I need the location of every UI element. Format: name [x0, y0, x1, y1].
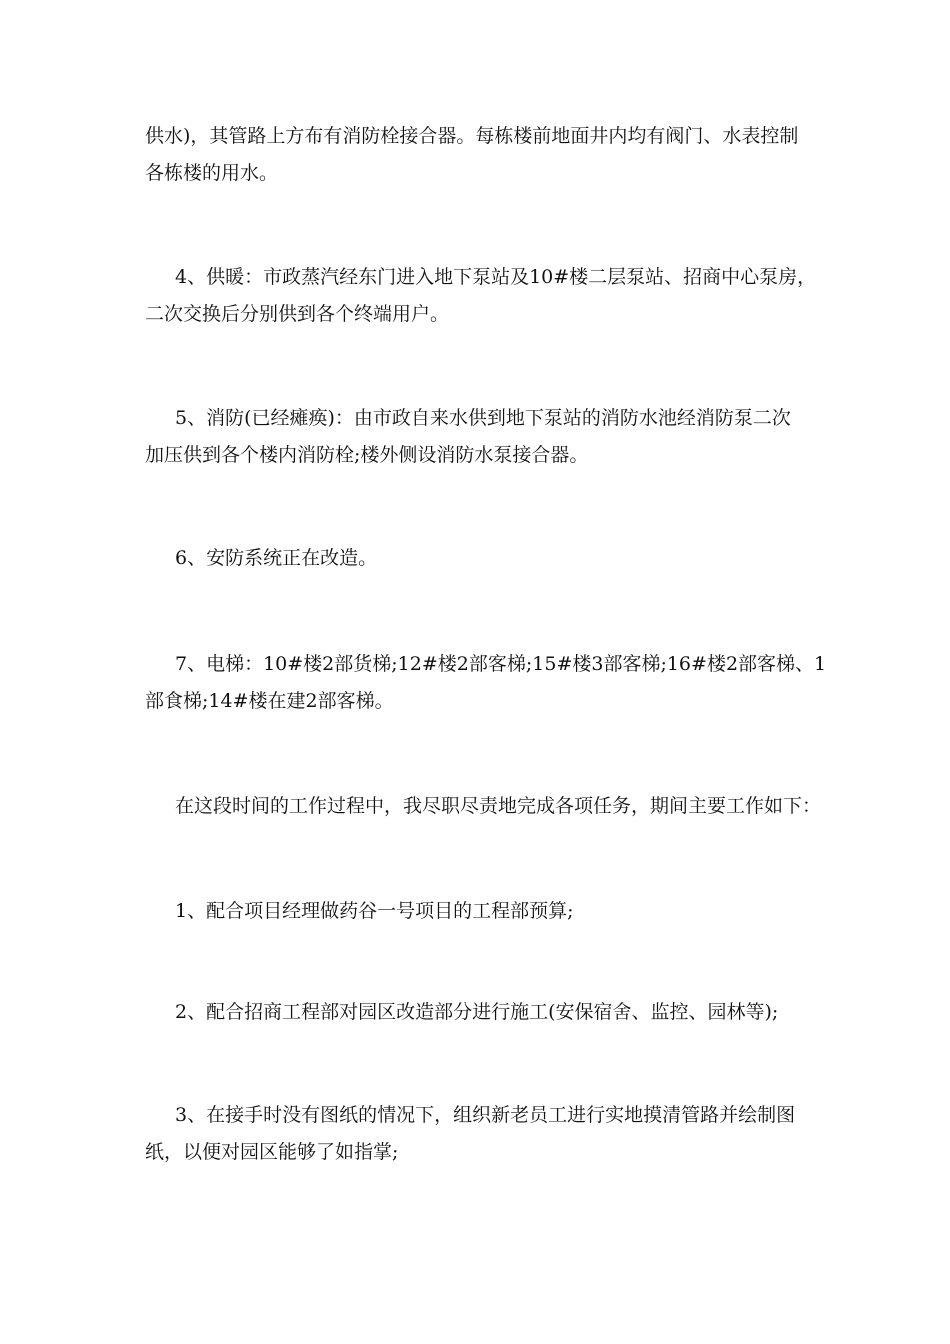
paragraph-line: 5、消防(已经瘫痪)：由市政自来水供到地下泵站的消防水池经消防泵二次	[175, 407, 791, 429]
paragraph-line: 加压供到各个楼内消防栓;楼外侧设消防水泵接合器。	[145, 444, 589, 466]
paragraph-line: 各栋楼的用水。	[145, 162, 279, 184]
paragraph-line: 7、电梯：10#楼2部货梯;12#楼2部客梯;15#楼3部客梯;16#楼2部客梯、1	[175, 653, 827, 675]
paragraph-line: 供水)，其管路上方布有消防栓接合器。每栋楼前地面井内均有阀门、水表控制	[145, 125, 799, 147]
paragraph-line: 4、供暖：市政蒸汽经东门进入地下泵站及10#楼二层泵站、招商中心泵房，	[175, 266, 817, 288]
paragraph-elevators	[145, 646, 827, 720]
paragraph-line: 2、配合招商工程部对园区改造部分进行施工(安保宿舍、监控、园林等);	[175, 1001, 779, 1023]
paragraph-work-intro	[145, 788, 822, 825]
paragraph-line: 部食梯;14#楼在建2部客梯。	[145, 690, 394, 712]
paragraph-line: 1、配合项目经理做药谷一号项目的工程部预算;	[175, 900, 574, 922]
paragraph-work-item-1	[145, 893, 815, 930]
paragraph-water-supply-continued	[145, 118, 815, 192]
paragraph-work-item-3	[145, 1097, 815, 1171]
paragraph-fire-protection	[145, 400, 815, 474]
paragraph-heating	[145, 259, 815, 333]
paragraph-line: 6、安防系统正在改造。	[175, 547, 378, 569]
paragraph-security-system	[145, 540, 815, 577]
paragraph-work-item-2	[145, 994, 815, 1031]
paragraph-line: 3、在接手时没有图纸的情况下，组织新老员工进行实地摸清管路并绘制图	[175, 1104, 796, 1126]
paragraph-line: 纸，以便对园区能够了如指掌;	[145, 1141, 399, 1163]
paragraph-line: 二次交换后分别供到各个终端用户。	[145, 303, 450, 325]
paragraph-line: 在这段时间的工作过程中，我尽职尽责地完成各项任务，期间主要工作如下：	[175, 795, 822, 817]
